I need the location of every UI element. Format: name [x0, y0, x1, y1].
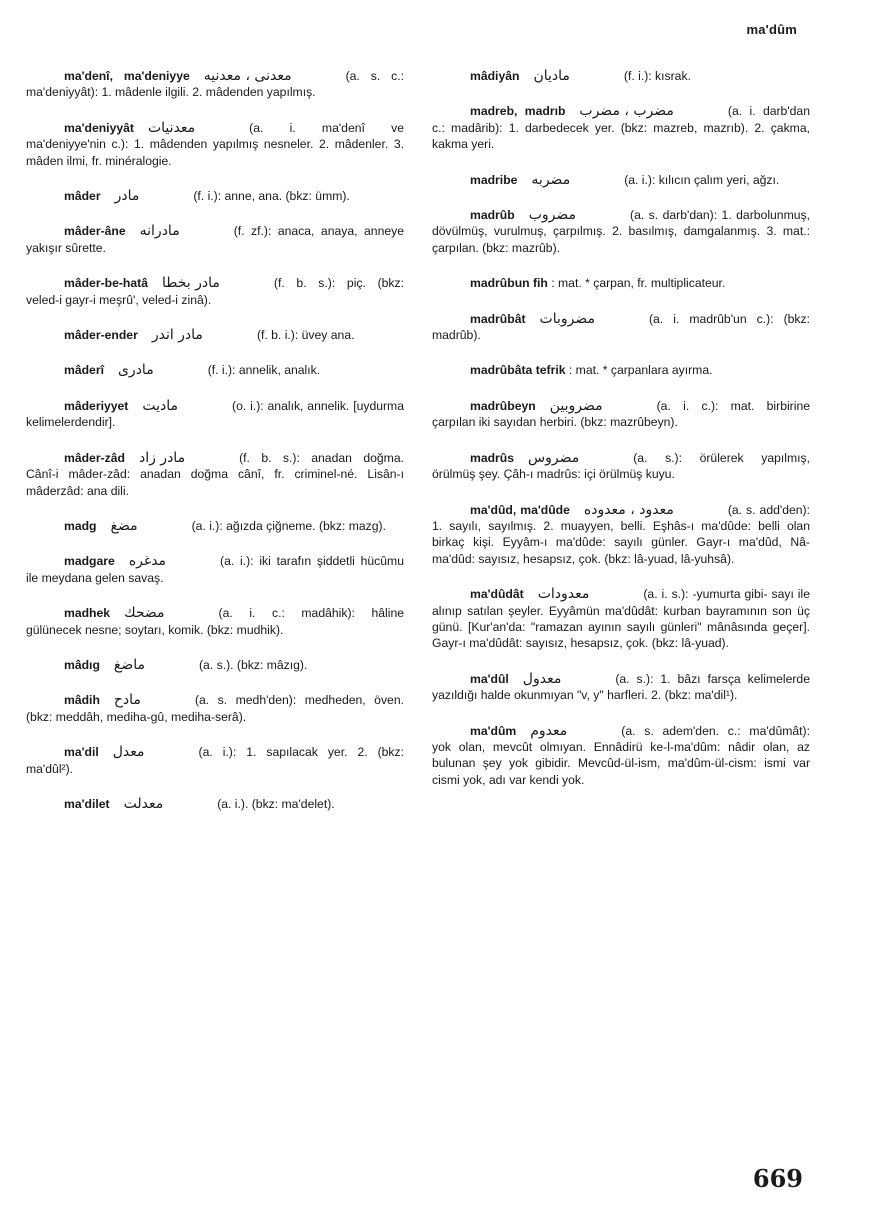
dictionary-entry	[432, 723, 810, 789]
definition: (a. s.). (bkz: mâzıg).	[199, 657, 308, 672]
dictionary-entry	[432, 68, 810, 84]
definition: (a. i. madrûb'un c.): (bkz: madrûb).	[432, 311, 810, 343]
dictionary-entry	[432, 398, 810, 431]
headword: mâdih	[64, 693, 100, 708]
headword: mâder-be-hatâ	[64, 276, 148, 291]
arabic-script: معدودات	[537, 586, 590, 603]
definition: (o. i.): analık, annelik. [uydurma kelimelerdendir].	[26, 398, 404, 430]
headword: ma'dil	[64, 745, 99, 760]
definition: (a. s. c.: ma'deniyyât): 1. mâdenle ilgili. 2. mâdenden yapılmış.	[26, 69, 404, 100]
definition: (f. b. s.): anadan doğma. Cânî-i mâder-zâd: anadan doğma cânî, fr. criminel-né. Lisân-ı mâderzâd: ana dili.	[26, 450, 404, 498]
arabic-script: مضربه	[531, 171, 571, 188]
arabic-script: مادر	[114, 188, 140, 205]
arabic-script: معدنى ، معدنيه	[203, 68, 292, 84]
dictionary-entry	[26, 692, 404, 725]
arabic-script: ماديان	[533, 68, 570, 84]
headword: madhek	[64, 606, 111, 621]
headword: mâdiyân	[470, 69, 520, 83]
headword: ma'deniyyât	[64, 120, 134, 135]
dictionary-entry	[432, 586, 810, 652]
running-head: ma'dûm	[746, 22, 797, 37]
definition: : mat. * çarpanlara ayırma.	[568, 363, 713, 378]
headword: ma'dûdât	[470, 587, 524, 602]
definition: (a. i.): 1. sapılacak yer. 2. (bkz: ma'dûl²).	[26, 745, 404, 776]
arabic-script: مضرب ، مضرب	[579, 103, 674, 120]
definition: (a. i. c.): mat. birbirine çarpılan iki sayıdan herbiri. (bkz: mazrûbeyn).	[432, 398, 810, 430]
definition: (a. i. ma'denî ve ma'deniyye'nin c.): 1. mâdenden yapılmış nesneler. 2. mâdenler. 3. mâden ilmi, fr. minéralogie.	[26, 120, 404, 168]
arabic-script: مادر زاد	[138, 449, 186, 466]
headword: madgare	[64, 554, 115, 569]
arabic-script: مضروب	[528, 207, 577, 224]
dictionary-entry	[26, 744, 404, 777]
dictionary-entry	[26, 605, 404, 638]
headword: madrûbât	[470, 311, 526, 326]
headword: madrûbâta tefrik	[470, 363, 566, 378]
dictionary-entry	[432, 362, 810, 378]
definition: (a. i. darb'dan c.: madârib): 1. darbedecek yer. (bkz: mazreb, mazrıb). 2. çakma, kakma yeri.	[432, 104, 810, 152]
headword: mâderî	[64, 363, 104, 378]
definition: (f. i.): anne, ana. (bkz: ümm).	[193, 189, 350, 204]
definition: (a. i. c.: madâhik): hâline gülünecek nesne; soytarı, komik. (bkz: mudhik).	[26, 606, 404, 637]
dictionary-entry	[26, 275, 404, 308]
dictionary-entry	[26, 518, 404, 534]
headword: madrûbun fih	[470, 276, 548, 291]
arabic-script: مادر بخطا	[161, 275, 220, 292]
dictionary-entry	[432, 450, 810, 483]
dictionary-entry	[26, 68, 404, 101]
left-column	[26, 68, 404, 831]
headword: ma'denî, ma'deniyye	[64, 69, 190, 83]
headword: madrûbeyn	[470, 398, 536, 413]
definition: (a. i. s.): -yumurta gibi- sayı ile alınıp satılan şeyler. Eyyâmün ma'dûdât: kurban bayramının son üç günü. [Kur'an'da: "ramazan ayının sayılı günleri" mânâsında geçer]. Gayr-ı ma'dûdât: sayısız, hesapsız, çok. (bkz: lâ-yuad).	[432, 587, 810, 651]
definition: (a. s. add'den): 1. sayılı, sayılmış. 2. muayyen, belli. Eşhâs-ı ma'dûde: belli olan birkaç kişi. Eyyâm-ı ma'dûde: sayılı günler. Gayr-ı ma'dûd, Nâ-ma'dûd: sayısız, hesapsız, çok. (bkz: lâ-yuad, lâ-yuhsâ).	[432, 502, 810, 566]
definition: (a. i.): iki tarafın şiddetli hücûmu ile meydana gelen savaş.	[26, 554, 404, 585]
dictionary-entry	[26, 553, 404, 586]
definition: (f. zf.): anaca, anaya, anneye yakışır sûrette.	[26, 224, 404, 255]
dictionary-entry	[26, 398, 404, 431]
arabic-script: معدنيات	[147, 119, 196, 136]
definition: (a. i.): ağızda çiğneme. (bkz: mazg).	[191, 518, 387, 533]
arabic-script: مضروبات	[539, 310, 595, 327]
arabic-script: ماضغ	[113, 656, 145, 673]
headword: mâder	[64, 189, 101, 204]
arabic-script: مضحك	[124, 605, 165, 622]
arabic-script: معدلت	[123, 795, 164, 812]
definition: (a. s. medh'den): medheden, öven. (bkz: meddâh, mediha-gû, mediha-serâ).	[26, 693, 404, 724]
dictionary-entry	[432, 207, 810, 256]
arabic-script: مادر اندر	[151, 327, 203, 344]
arabic-script: مضروبين	[549, 397, 603, 414]
definition: (f. b. i.): üvey ana.	[256, 328, 355, 343]
headword: madribe	[470, 172, 518, 187]
definition: (a. s.): 1. bâzı farsça kelimelerde yazıldığı halde okunmıyan "v, y" harfleri. 2. (bkz: ma'dil¹).	[432, 671, 810, 703]
headword: mâder-ender	[64, 328, 138, 343]
headword: mâdıg	[64, 657, 100, 672]
arabic-script: معدوم	[530, 722, 568, 739]
definition: (f. i.): annelik, analık.	[207, 363, 321, 378]
headword: ma'dilet	[64, 796, 110, 811]
headword: madg	[64, 518, 97, 533]
dictionary-entry	[26, 188, 404, 204]
dictionary-entry	[26, 327, 404, 343]
dictionary-entry	[432, 311, 810, 344]
dictionary-entry	[432, 172, 810, 188]
headword: madrûb	[470, 208, 515, 223]
dictionary-entry	[432, 671, 810, 704]
definition: (a. i.): kılıcın çalım yeri, ağzı.	[624, 172, 780, 187]
headword: madrûs	[470, 450, 515, 465]
arabic-script: مضروس	[528, 449, 580, 466]
definition: (a. i.). (bkz: ma'delet).	[217, 796, 335, 811]
dictionary-entry	[26, 223, 404, 256]
dictionary-entry	[26, 120, 404, 169]
dictionary-entry	[26, 362, 404, 378]
dictionary-entry	[432, 275, 810, 291]
arabic-script: مادح	[113, 692, 141, 709]
dictionary-entry	[432, 103, 810, 152]
arabic-script: معدود ، معدوده	[583, 501, 674, 518]
arabic-script: مادرانه	[139, 223, 180, 240]
right-column	[432, 68, 810, 807]
headword: ma'dûm	[470, 723, 517, 738]
headword: mâder-âne	[64, 224, 126, 239]
headword: madreb, madrıb	[470, 104, 566, 119]
headword: mâderiyyet	[64, 398, 129, 413]
headword: mâder-zâd	[64, 450, 125, 465]
arabic-script: معدل	[112, 744, 145, 761]
definition: (a. s. adem'den. c.: ma'dûmât): yok olan, mevcût olmıyan. Ennâdirü ke-l-ma'dûm: nâdir olan, az bulunan şey yok gibidir. Mevcûd-ül-ism, ma'dûm-ül-cism: ismi var cismi yok, adı var kendi yok.	[432, 723, 810, 787]
definition: (f. i.): kısrak.	[623, 69, 691, 83]
headword: ma'dûd, ma'dûde	[470, 502, 570, 517]
arabic-script: مادرى	[117, 362, 154, 379]
definition: (a. s. darb'dan): 1. darbolunmuş, dövülmüş, vurulmuş, çarpılmış. 2. basılmış, damgalanmış. 3. mat.: çarpılan. (bkz: mazrûb).	[432, 208, 810, 255]
arabic-script: معدول	[522, 670, 562, 687]
dictionary-entry	[26, 450, 404, 499]
arabic-script: مضغ	[110, 517, 138, 534]
definition: (a. s.): örülerek yapılmış, örülmüş şey. Çâh-ı madrûs: içi örülmüş kuyu.	[432, 450, 810, 482]
definition: : mat. * çarpan, fr. multiplicateur.	[551, 276, 726, 291]
dictionary-entry	[26, 796, 404, 812]
arabic-script: مدغره	[128, 553, 167, 570]
dictionary-entry	[432, 502, 810, 568]
page-number: 669	[752, 1164, 803, 1193]
arabic-script: ماديت	[142, 397, 179, 414]
definition: (f. b. s.): piç. (bkz: veled-i gayr-i meşrû', veled-i zinâ).	[26, 276, 404, 307]
headword: ma'dûl	[470, 671, 509, 686]
dictionary-entry	[26, 657, 404, 673]
